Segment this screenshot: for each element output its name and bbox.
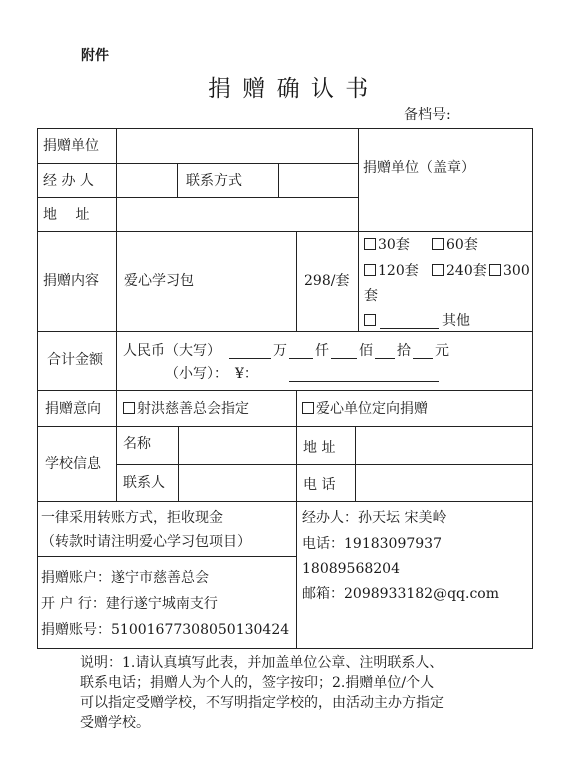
- checkbox-icon: [364, 264, 376, 276]
- seal-area[interactable]: [359, 129, 531, 230]
- school-contact-field[interactable]: [179, 465, 295, 500]
- notes-line-3: 可以指定受赠学校，不写明指定学校的，由活动主办方指定: [80, 695, 444, 711]
- school-phone-label: 电 话: [303, 477, 336, 493]
- address-field[interactable]: [117, 198, 357, 230]
- donor-unit-label: 捐赠单位: [43, 138, 99, 154]
- notes-line-2: 联系电话；捐赠人为个人的，签字按印；2.捐赠单位/个人: [80, 675, 435, 691]
- school-contact-label: 联系人: [123, 475, 165, 491]
- attachment-label: 附件: [81, 48, 109, 64]
- option-300-label: 300: [503, 263, 530, 279]
- amount-shi-blank[interactable]: [375, 358, 395, 359]
- option-other[interactable]: [364, 313, 378, 329]
- unit-wan: 万: [273, 343, 287, 359]
- school-address-label: 地 址: [303, 440, 336, 456]
- total-amount-label: 合计金额: [47, 352, 103, 368]
- option-240-label: 240套: [446, 263, 487, 279]
- checkbox-icon: [302, 402, 314, 414]
- school-address-field[interactable]: [356, 427, 531, 463]
- amount-wan-blank[interactable]: [229, 358, 271, 359]
- checkbox-icon: [432, 264, 444, 276]
- donation-content-label: 捐赠内容: [43, 273, 99, 289]
- checkbox-icon: [364, 314, 376, 326]
- option-300-unit: 套: [364, 288, 378, 304]
- address-label: 地 址: [43, 207, 90, 223]
- option-240-sets[interactable]: [432, 263, 487, 279]
- operator-field[interactable]: [117, 164, 176, 196]
- option-60-sets[interactable]: [432, 237, 478, 253]
- bank-name: 开 户 行：建行遂宁城南支行: [41, 596, 218, 612]
- option-300-sets[interactable]: [489, 263, 530, 279]
- donation-content-value: 爱心学习包: [124, 273, 194, 289]
- handler-email: 邮箱：2098933182@qq.com: [302, 586, 499, 602]
- school-name-field[interactable]: [179, 427, 295, 463]
- contact-method-field[interactable]: [279, 164, 357, 196]
- donor-unit-field[interactable]: [117, 129, 357, 162]
- option-60-label: 60套: [446, 237, 478, 253]
- checkbox-icon: [123, 402, 135, 414]
- rmb-uppercase-label: 人民币（大写）: [123, 343, 221, 359]
- handler-names: 经办人：孙天坛 宋美岭: [302, 510, 447, 526]
- payment-method-note: 一律采用转账方式，拒收现金: [41, 510, 223, 526]
- checkbox-icon: [489, 264, 501, 276]
- option-other-label: 其他: [442, 313, 470, 329]
- lowercase-amount-blank[interactable]: [289, 381, 439, 382]
- intent-option-charity[interactable]: [123, 401, 249, 417]
- payment-remark-note: （转款时请注明爱心学习包项目）: [41, 534, 251, 550]
- seal-label: 捐赠单位（盖章）: [363, 160, 475, 176]
- unit-price: 298/套: [304, 273, 350, 289]
- unit-shi: 拾: [397, 343, 411, 359]
- other-quantity-blank[interactable]: [380, 328, 439, 329]
- option-30-sets[interactable]: [364, 237, 410, 253]
- amount-bai-blank[interactable]: [331, 358, 357, 359]
- option-30-label: 30套: [378, 237, 410, 253]
- intent-option-charity-label: 射洪慈善总会指定: [137, 401, 249, 417]
- contact-method-label: 联系方式: [186, 173, 242, 189]
- archive-number-label: 备档号:: [404, 107, 451, 123]
- option-120-sets[interactable]: [364, 263, 419, 279]
- donation-account-name: 捐赠账户：遂宁市慈善总会: [41, 570, 209, 586]
- checkbox-icon: [364, 238, 376, 250]
- notes-line-1: 说明：1.请认真填写此表，并加盖单位公章、注明联系人、: [80, 655, 444, 671]
- unit-yuan: 元: [435, 343, 449, 359]
- unit-bai: 佰: [359, 343, 373, 359]
- amount-qian-blank[interactable]: [289, 358, 313, 359]
- page-title: 捐 赠 确 认 书: [208, 76, 371, 102]
- unit-qian: 仟: [315, 343, 329, 359]
- handler-phone-2: 18089568204: [302, 561, 400, 577]
- intent-option-directed-label: 爱心单位定向捐赠: [316, 401, 428, 417]
- intent-option-directed[interactable]: [302, 401, 428, 417]
- account-number: 捐赠账号：51001677308050130424: [41, 622, 290, 638]
- notes-line-4: 受赠学校。: [80, 715, 150, 731]
- amount-yuan-blank[interactable]: [413, 358, 433, 359]
- school-name-label: 名称: [123, 436, 151, 452]
- option-120-label: 120套: [378, 263, 419, 279]
- checkbox-icon: [432, 238, 444, 250]
- operator-label: 经 办 人: [43, 173, 94, 189]
- handler-phone-1: 电话：19183097937: [302, 536, 442, 552]
- donation-intent-label: 捐赠意向: [45, 401, 101, 417]
- school-info-label: 学校信息: [45, 456, 101, 472]
- lowercase-amount-label: （小写）： ¥：: [165, 366, 258, 382]
- school-phone-field[interactable]: [356, 465, 531, 500]
